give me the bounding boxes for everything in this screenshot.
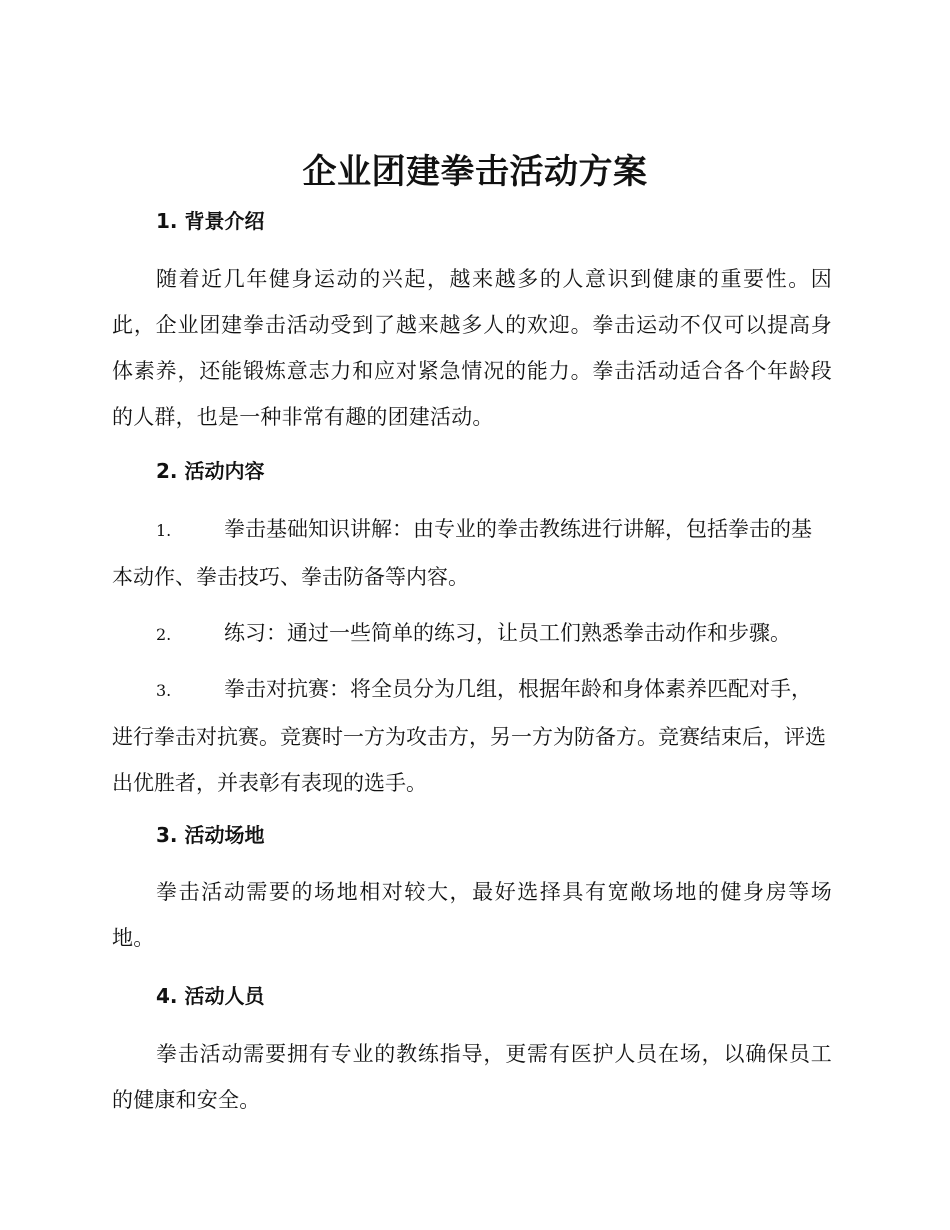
section-paragraph-background: 随着近几年健身运动的兴起，越来越多的人意识到健康的重要性。因此，企业团建拳击活动受到了越来越多人的欢迎。拳击运动不仅可以提高身体素养，还能锻炼意志力和应对紧急情况的能力。拳击活动适合各个年龄段的人群，也是一种非常有趣的团建活动。 bbox=[112, 267, 832, 429]
section-heading-venue: 3. 活动场地 bbox=[156, 823, 265, 847]
document-title: 企业团建拳击活动方案 bbox=[302, 152, 648, 192]
list-item-number: 3. bbox=[156, 681, 172, 700]
section-paragraph-venue: 拳击活动需要的场地相对较大，最好选择具有宽敞场地的健身房等场地。 bbox=[112, 880, 832, 950]
section-heading-background: 1. 背景介绍 bbox=[156, 209, 265, 233]
list-item-text: 拳击基础知识讲解：由专业的拳击教练进行讲解，包括拳击的基本动作、拳击技巧、拳击防备等内容。 bbox=[112, 517, 812, 589]
section-heading-activity-content: 2. 活动内容 bbox=[156, 459, 265, 483]
list-item-text: 练习：通过一些简单的练习，让员工们熟悉拳击动作和步骤。 bbox=[224, 621, 791, 645]
list-item-number: 1. bbox=[156, 521, 172, 540]
list-item bbox=[112, 666, 832, 806]
section-paragraph-personnel: 拳击活动需要拥有专业的教练指导，更需有医护人员在场，以确保员工的健康和安全。 bbox=[112, 1042, 832, 1112]
list-item bbox=[112, 506, 832, 600]
list-item bbox=[112, 610, 832, 658]
list-item-number: 2. bbox=[156, 625, 172, 644]
list-item-text: 拳击对抗赛：将全员分为几组，根据年龄和身体素养匹配对手，进行拳击对抗赛。竞赛时一方为攻击方，另一方为防备方。竞赛结束后，评选出优胜者，并表彰有表现的选手。 bbox=[112, 677, 826, 795]
section-heading-personnel: 4. 活动人员 bbox=[156, 984, 265, 1008]
